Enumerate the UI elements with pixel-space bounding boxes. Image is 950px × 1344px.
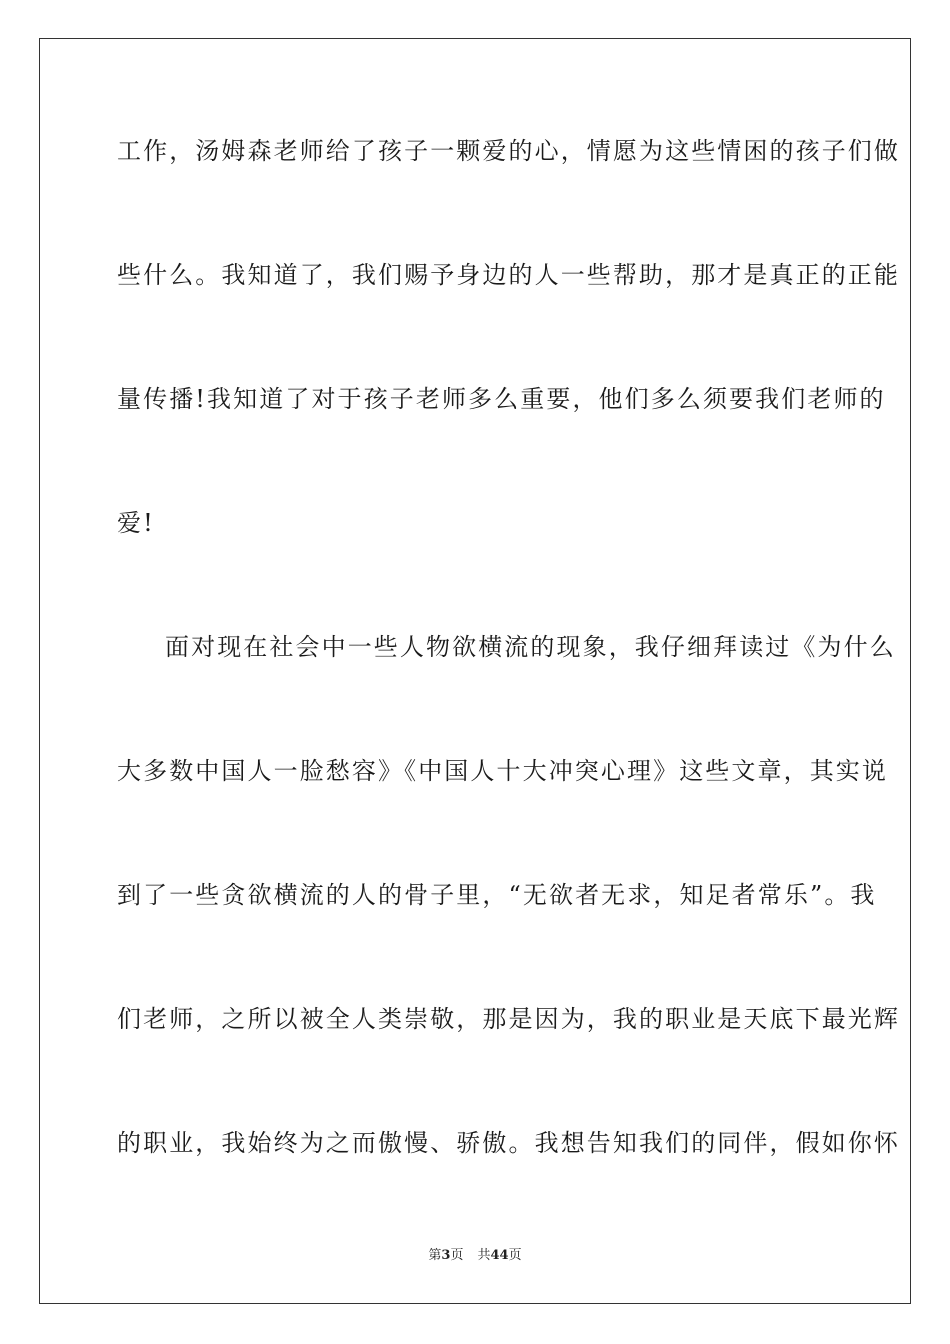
- body-line-9: 的职业，我始终为之而傲慢、骄傲。我想告知我们的同伴，假如你怀: [117, 1129, 900, 1157]
- page-number: 3: [441, 1248, 451, 1263]
- body-line-5: 面对现在社会中一些人物欲横流的现象，我仔细拜读过《为什么: [165, 633, 896, 661]
- body-line-2: 些什么。我知道了，我们赐予身边的人一些帮助，那才是真正的正能: [117, 261, 900, 289]
- body-line-3: 量传播!我知道了对于孩子老师多么重要，他们多么须要我们老师的: [117, 385, 886, 413]
- body-line-4: 爱!: [117, 509, 155, 537]
- page-footer: [0, 1248, 950, 1264]
- total-suffix: 页: [508, 1248, 522, 1263]
- total-prefix: 共: [477, 1248, 491, 1263]
- page-border: [39, 38, 911, 1304]
- page-suffix: 页: [450, 1248, 464, 1263]
- body-line-1: 工作，汤姆森老师给了孩子一颗爱的心，情愿为这些情困的孩子们做: [117, 137, 900, 165]
- page-prefix: 第: [428, 1248, 442, 1263]
- body-line-7: 到了一些贪欲横流的人的骨子里，“无欲者无求，知足者常乐”。我: [117, 881, 877, 909]
- body-line-8: 们老师，之所以被全人类崇敬，那是因为，我的职业是天底下最光辉: [117, 1005, 900, 1033]
- body-line-6: 大多数中国人一脸愁容》《中国人十大冲突心理》这些文章，其实说: [117, 757, 888, 785]
- total-pages: 44: [490, 1248, 509, 1263]
